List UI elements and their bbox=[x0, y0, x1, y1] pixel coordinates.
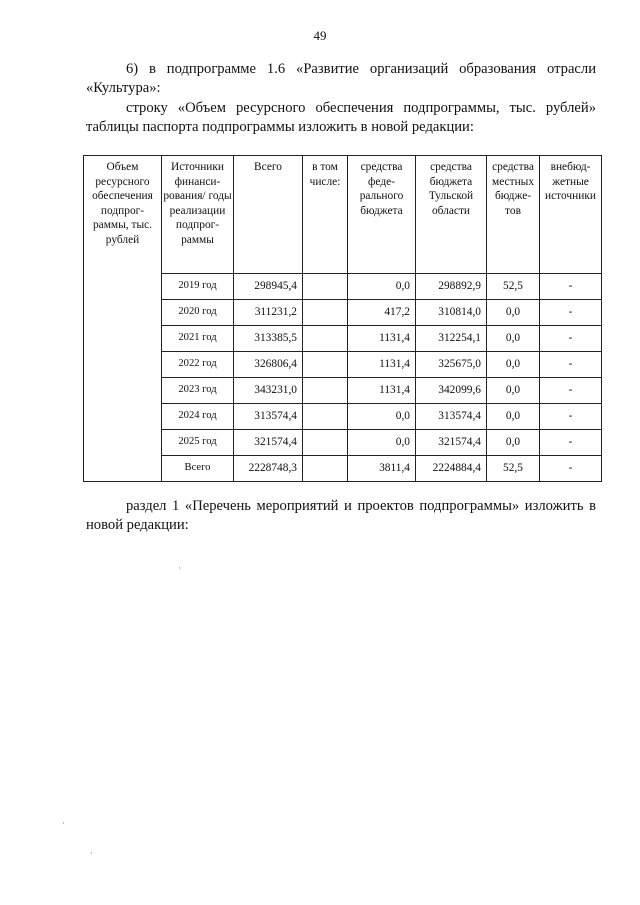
local-cell: 0,0 bbox=[487, 430, 540, 456]
year-cell: 2025 год bbox=[162, 430, 234, 456]
header-extrabudget: внебюд-жетные источники bbox=[540, 156, 602, 274]
header-including: в том числе: bbox=[303, 156, 348, 274]
resource-table bbox=[83, 155, 602, 482]
table-row bbox=[84, 352, 602, 378]
year-cell: 2019 год bbox=[162, 274, 234, 300]
row-label-cell: Объем ресурсного обеспечения подпрог-раммы, тыс. рублей bbox=[84, 156, 162, 482]
total-cell: 313574,4 bbox=[234, 404, 303, 430]
extrabudget-cell: - bbox=[540, 274, 602, 300]
local-cell: 0,0 bbox=[487, 352, 540, 378]
table-row bbox=[84, 378, 602, 404]
including-cell bbox=[303, 300, 348, 326]
total-cell: 298945,4 bbox=[234, 274, 303, 300]
extrabudget-cell: - bbox=[540, 404, 602, 430]
extrabudget-cell: - bbox=[540, 326, 602, 352]
regional-cell: 321574,4 bbox=[416, 430, 487, 456]
regional-cell: 2224884,4 bbox=[416, 456, 487, 482]
federal-cell: 1131,4 bbox=[348, 326, 416, 352]
extrabudget-cell: - bbox=[540, 300, 602, 326]
year-cell: 2024 год bbox=[162, 404, 234, 430]
including-cell bbox=[303, 352, 348, 378]
extrabudget-cell: - bbox=[540, 378, 602, 404]
scan-speck: · bbox=[90, 848, 93, 858]
year-cell: Всего bbox=[162, 456, 234, 482]
header-federal: средства феде-рального бюджета bbox=[348, 156, 416, 274]
regional-cell: 310814,0 bbox=[416, 300, 487, 326]
header-regional: средства бюджета Тульской области bbox=[416, 156, 487, 274]
regional-cell: 312254,1 bbox=[416, 326, 487, 352]
including-cell bbox=[303, 326, 348, 352]
regional-cell: 342099,6 bbox=[416, 378, 487, 404]
federal-cell: 0,0 bbox=[348, 404, 416, 430]
total-cell: 321574,4 bbox=[234, 430, 303, 456]
federal-cell: 3811,4 bbox=[348, 456, 416, 482]
table-row bbox=[84, 430, 602, 456]
scan-speck: · bbox=[178, 563, 181, 573]
federal-cell: 0,0 bbox=[348, 274, 416, 300]
including-cell bbox=[303, 378, 348, 404]
local-cell: 52,5 bbox=[487, 274, 540, 300]
regional-cell: 298892,9 bbox=[416, 274, 487, 300]
federal-cell: 1131,4 bbox=[348, 352, 416, 378]
header-total: Всего bbox=[234, 156, 303, 274]
paragraph-resource-line: строку «Объем ресурсного обеспечения подпрограммы, тыс. рублей» таблицы паспорта подпрограммы изложить в новой редакции: bbox=[86, 100, 596, 135]
extrabudget-cell: - bbox=[540, 430, 602, 456]
year-cell: 2020 год bbox=[162, 300, 234, 326]
including-cell bbox=[303, 456, 348, 482]
table-row-total bbox=[84, 456, 602, 482]
paragraph-section-one: раздел 1 «Перечень мероприятий и проектов подпрограммы» изложить в новой редакции: bbox=[86, 498, 596, 533]
page-number: 49 bbox=[313, 28, 327, 43]
including-cell bbox=[303, 274, 348, 300]
year-cell: 2023 год bbox=[162, 378, 234, 404]
local-cell: 0,0 bbox=[487, 300, 540, 326]
scan-speck: · bbox=[62, 818, 65, 828]
year-cell: 2021 год bbox=[162, 326, 234, 352]
table-row bbox=[84, 274, 602, 300]
table-row bbox=[84, 404, 602, 430]
local-cell: 0,0 bbox=[487, 404, 540, 430]
header-sources: Источники финанси-рования/ годы реализации подпрог-раммы bbox=[162, 156, 234, 274]
regional-cell: 313574,4 bbox=[416, 404, 487, 430]
federal-cell: 417,2 bbox=[348, 300, 416, 326]
total-cell: 2228748,3 bbox=[234, 456, 303, 482]
table-row bbox=[84, 300, 602, 326]
paragraph-subprogram-heading: 6) в подпрограмме 1.6 «Развитие организаций образования отрасли «Культура»: bbox=[86, 61, 596, 96]
total-cell: 326806,4 bbox=[234, 352, 303, 378]
table-header-row bbox=[84, 156, 602, 274]
extrabudget-cell: - bbox=[540, 456, 602, 482]
local-cell: 52,5 bbox=[487, 456, 540, 482]
total-cell: 313385,5 bbox=[234, 326, 303, 352]
header-local: средства местных бюдже-тов bbox=[487, 156, 540, 274]
including-cell bbox=[303, 404, 348, 430]
table-row bbox=[84, 326, 602, 352]
regional-cell: 325675,0 bbox=[416, 352, 487, 378]
extrabudget-cell: - bbox=[540, 352, 602, 378]
federal-cell: 0,0 bbox=[348, 430, 416, 456]
federal-cell: 1131,4 bbox=[348, 378, 416, 404]
total-cell: 343231,0 bbox=[234, 378, 303, 404]
including-cell bbox=[303, 430, 348, 456]
year-cell: 2022 год bbox=[162, 352, 234, 378]
local-cell: 0,0 bbox=[487, 378, 540, 404]
local-cell: 0,0 bbox=[487, 326, 540, 352]
total-cell: 311231,2 bbox=[234, 300, 303, 326]
